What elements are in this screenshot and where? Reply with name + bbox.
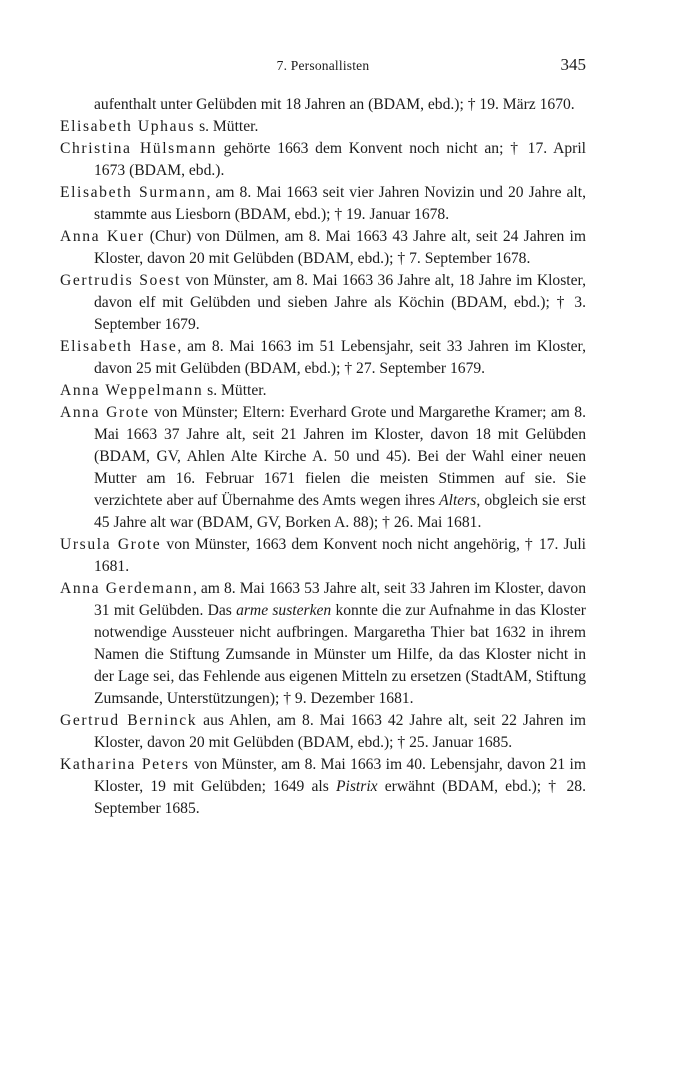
- entry-name: Ursula Grote: [60, 536, 162, 553]
- entry-name: Christina Hülsmann: [60, 140, 217, 157]
- entry-name: Anna Weppelmann: [60, 382, 204, 399]
- entry-name: Anna Gerdemann: [60, 580, 193, 597]
- list-item: [60, 226, 586, 270]
- entry-text: von Münster, 1663 dem Konvent noch nicht angehörig, † 17. Juli 1681.: [94, 536, 586, 575]
- entry-name: Gertrudis Soest: [60, 272, 182, 289]
- entry-text: aus Ahlen, am 8. Mai 1663 42 Jahre alt, seit 22 Jahren im Kloster, davon 20 mit Gelübden (BDAM, ebd.); † 25. Januar 1685.: [94, 712, 586, 751]
- entry-text: (Chur) von Dülmen, am 8. Mai 1663 43 Jahre alt, seit 24 Jahren im Kloster, davon 20 mit Gelübden (BDAM, ebd.); † 7. September 1678.: [94, 228, 586, 267]
- page-number: 345: [560, 55, 586, 74]
- entry-text: , am 8. Mai 1663 53 Jahre alt, seit 33 Jahren im Kloster, davon 31 mit Gelübden. Das: [94, 580, 586, 619]
- entry-emphasis: Pistrix: [336, 778, 378, 795]
- list-item: [60, 94, 586, 116]
- list-item: [60, 270, 586, 336]
- entry-name: Anna Grote: [60, 404, 150, 421]
- entry-name: Katharina Peters: [60, 756, 190, 773]
- list-item: [60, 380, 586, 402]
- list-item: [60, 402, 586, 534]
- entry-text: , am 8. Mai 1663 seit vier Jahren Novizin und 20 Jahre alt, stammte aus Liesborn (BDAM, ebd.); † 19. Januar 1678.: [94, 184, 586, 223]
- list-item: [60, 578, 586, 710]
- entry-emphasis: arme susterken: [236, 602, 332, 619]
- entry-name: Anna Kuer: [60, 228, 145, 245]
- running-title: 7. Personallisten: [276, 58, 370, 73]
- entry-text: s. Mütter.: [195, 118, 259, 135]
- entry-emphasis: Alters: [439, 492, 477, 509]
- list-item: [60, 116, 586, 138]
- list-item: [60, 534, 586, 578]
- list-item: [60, 138, 586, 182]
- entry-text: von Münster, am 8. Mai 1663 im 40. Lebensjahr, davon 21 im Kloster, 19 mit Gelübden; 1649 als: [94, 756, 586, 795]
- entry-text: von Münster; Eltern: Everhard Grote und Margarethe Kramer; am 8. Mai 1663 37 Jahre alt, seit 21 Jahren im Kloster, davon 18 mit Gelübden (BDAM, GV, Ahlen Alte Kirche A. 50 und 45). Bei der Wahl einer neuen Mutter am 16. Februar 1671 fielen die meisten Stimmen auf sie. Sie verzichtete aber auf Übernahme des Amts wegen ihres: [94, 404, 586, 509]
- entry-text-continued: , obgleich sie erst 45 Jahre alt war (BDAM, GV, Borken A. 88); † 26. Mai 1681.: [94, 492, 586, 531]
- entry-text: aufenthalt unter Gelübden mit 18 Jahren an (BDAM, ebd.); † 19. März 1670.: [94, 96, 575, 113]
- list-item: [60, 754, 586, 820]
- entry-list: [60, 94, 586, 820]
- entry-text: von Münster, am 8. Mai 1663 36 Jahre alt, 18 Jahre im Kloster, davon elf mit Gelübden und sieben Jahre als Köchin (BDAM, ebd.); † 3. September 1679.: [94, 272, 586, 333]
- entry-text: s. Mütter.: [203, 382, 267, 399]
- entry-text-continued: erwähnt (BDAM, ebd.); † 28. September 1685.: [94, 778, 586, 817]
- entry-text: , am 8. Mai 1663 im 51 Lebensjahr, seit 33 Jahren im Kloster, davon 25 mit Gelübden (BDAM, ebd.); † 27. September 1679.: [94, 338, 586, 377]
- entry-text-continued: konnte die zur Aufnahme in das Kloster notwendige Aussteuer nicht aufbringen. Margaretha Thier bat 1632 in ihrem Namen die Stiftung Zumsande in Münster um Hilfe, da das Kloster nicht in der Lage sei, das Fehlende aus eigenen Mitteln zu ersetzen (StadtAM, Stiftung Zumsande, Unterstützungen); † 9. Dezember 1681.: [94, 602, 586, 707]
- list-item: [60, 182, 586, 226]
- list-item: [60, 336, 586, 380]
- entry-text: gehörte 1663 dem Konvent noch nicht an; † 17. April 1673 (BDAM, ebd.).: [94, 140, 586, 179]
- entry-name: Elisabeth Uphaus: [60, 118, 196, 135]
- entry-name: Elisabeth Hase: [60, 338, 178, 355]
- entry-name: Gertrud Berninck: [60, 712, 198, 729]
- list-item: [60, 710, 586, 754]
- entry-name: Elisabeth Surmann: [60, 184, 207, 201]
- page-header: [60, 55, 586, 77]
